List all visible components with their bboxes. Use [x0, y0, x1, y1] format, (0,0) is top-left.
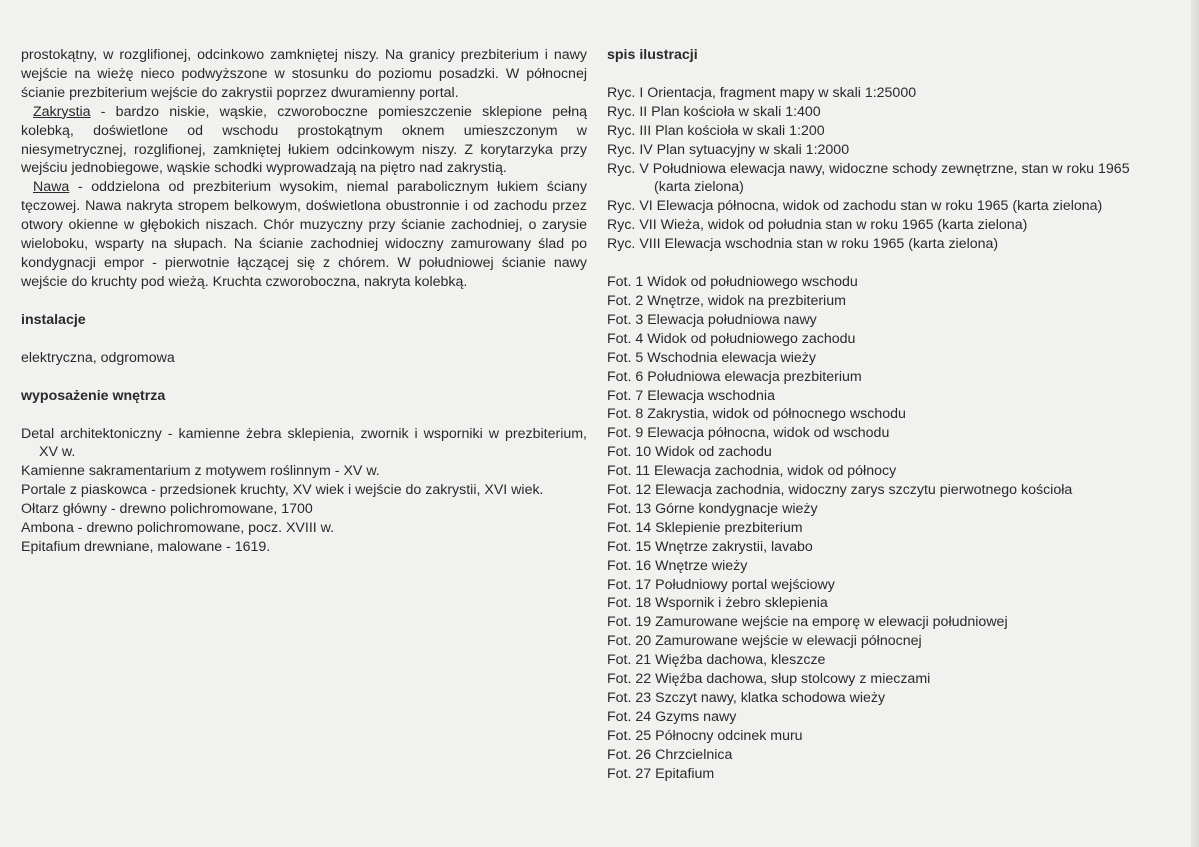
list-item: Ryc. II Plan kościoła w skali 1:400 [607, 103, 821, 120]
list-item: Fot. 27 Epitafium [607, 765, 715, 782]
paragraph-zakrystia [21, 103, 587, 179]
list-item: Fot. 20 Zamurowane wejście w elewacji północnej [607, 633, 922, 650]
term-nawa: Nawa [33, 179, 70, 196]
list-item: Fot. 25 Północny odcinek muru [607, 727, 803, 744]
term-zakrystia: Zakrystia [33, 103, 91, 120]
list-item: Ryc. I Orientacja, fragment mapy w skali 1:25000 [607, 84, 917, 101]
zakrystia-text: - bardzo niskie, wąskie, czworoboczne pomieszczenie sklepione pełną kolebką, doświetlone od wschodu prostokątnym oknem umieszczonym w niesymetrycznej, rozglifionej, zamkniętej łukiem odcinkowym niszy. Z korytarzyka przy wejściu jednobiegowe, wąskie schodki wyprowadzają na piętro nad zakrystią. [21, 103, 587, 177]
list-item: Fot. 5 Wschodnia elewacja wieży [607, 349, 816, 366]
page-edge-shadow [1191, 0, 1199, 847]
paragraph-prezbiterium-end: prostokątny, w rozglifionej, odcinkowo zamkniętej niszy. Na granicy prezbiterium i nawy wejście na wieżę nieco podwyższone w stosunku do poziomu posadzki. W północnej ścianie prezbiterium wejście do zakrystii poprzez dwuramienny portal. [21, 47, 587, 101]
list-item: Fot. 8 Zakrystia, widok od północnego wschodu [607, 406, 906, 423]
list-item: Kamienne sakramentarium z motywem roślinnym - XV w. [21, 463, 380, 480]
fot-list [607, 273, 1167, 783]
heading-instalacje: instalacje [21, 311, 86, 328]
list-item: Fot. 9 Elewacja północna, widok od wschodu [607, 425, 890, 442]
list-item: Detal architektoniczny - kamienne żebra sklepienia, zwornik i wsporniki w prezbiterium, XV w. [21, 425, 587, 461]
paragraph-nawa [21, 178, 587, 291]
left-column [21, 46, 587, 557]
list-item: Ryc. VII Wieża, widok od południa stan w roku 1965 (karta zielona) [607, 217, 1028, 234]
list-item: Ryc. IV Plan sytuacyjny w skali 1:2000 [607, 141, 850, 158]
list-item: Fot. 21 Więźba dachowa, kleszcze [607, 652, 826, 669]
list-item: Ambona - drewno polichromowane, pocz. XVIII w. [21, 520, 335, 537]
nawa-text: - oddzielona od prezbiterium wysokim, niemal parabolicznym łukiem ściany tęczowej. Nawa nakryta stropem belkowym, doświetlona obustronnie i od zachodu przez otwory okienne w głębokich niszach. Chór muzyczny przy ścianie zachodniej, o zarysie wieloboku, wsparty na słupach. Na ścianie zachodniej widoczny zamurowany ślad po kondygnacji empor - pierwotnie łączącej się z chórem. W południowej ścianie nawy wejście do kruchty pod wieżą. Kruchta czworoboczna, nakryta kolebką. [21, 179, 587, 290]
list-item: Fot. 14 Sklepienie prezbiterium [607, 519, 803, 536]
list-item: Ryc. VIII Elewacja wschodnia stan w roku 1965 (karta zielona) [607, 236, 999, 253]
list-item: Fot. 3 Elewacja południowa nawy [607, 311, 817, 328]
list-item: Ryc. III Plan kościoła w skali 1:200 [607, 122, 825, 139]
list-item: Fot. 16 Wnętrze wieży [607, 557, 748, 574]
list-item: Ryc. VI Elewacja północna, widok od zachodu stan w roku 1965 (karta zielona) [607, 198, 1103, 215]
heading-spis-ilustracji: spis ilustracji [607, 47, 698, 63]
list-item: Fot. 12 Elewacja zachodnia, widoczny zarys szczytu pierwotnego kościoła [607, 482, 1073, 499]
list-item: Portale z piaskowca - przedsionek kruchty, XV wiek i wejście do zakrystii, XVI wiek. [21, 482, 544, 499]
wyposazenie-list [21, 425, 587, 557]
list-item: Fot. 24 Gzyms nawy [607, 708, 737, 725]
list-item: Fot. 18 Wspornik i żebro sklepienia [607, 595, 828, 612]
list-item: Fot. 6 Południowa elewacja prezbiterium [607, 368, 862, 385]
list-item: Fot. 11 Elewacja zachodnia, widok od północy [607, 463, 897, 480]
list-item: Fot. 22 Więźba dachowa, słup stolcowy z mieczami [607, 671, 931, 688]
list-item: Fot. 2 Wnętrze, widok na prezbiterium [607, 292, 846, 309]
list-item: Fot. 17 Południowy portal wejściowy [607, 576, 835, 593]
list-item: Ryc. V Południowa elewacja nawy, widoczne schody zewnętrzne, stan w roku 1965 (karta zielona) [607, 160, 1130, 196]
list-item: Fot. 10 Widok od zachodu [607, 444, 772, 461]
right-column [607, 46, 1167, 784]
heading-wyposazenie: wyposażenie wnętrza [21, 387, 166, 404]
list-item: Epitafium drewniane, malowane - 1619. [21, 538, 271, 555]
list-item: Fot. 23 Szczyt nawy, klatka schodowa wieży [607, 690, 886, 706]
ryc-list [607, 84, 1167, 254]
list-item: Fot. 4 Widok od południowego zachodu [607, 330, 856, 347]
list-item: Fot. 19 Zamurowane wejście na emporę w elewacji południowej [607, 614, 1008, 631]
instalacje-text: elektryczna, odgromowa [21, 349, 175, 366]
list-item: Fot. 13 Górne kondygnacje wieży [607, 500, 818, 517]
list-item: Fot. 1 Widok od południowego wschodu [607, 274, 858, 291]
list-item: Fot. 7 Elewacja wschodnia [607, 387, 775, 404]
list-item: Fot. 26 Chrzcielnica [607, 746, 733, 763]
list-item: Fot. 15 Wnętrze zakrystii, lavabo [607, 538, 813, 555]
list-item: Ołtarz główny - drewno polichromowane, 1700 [21, 501, 313, 518]
